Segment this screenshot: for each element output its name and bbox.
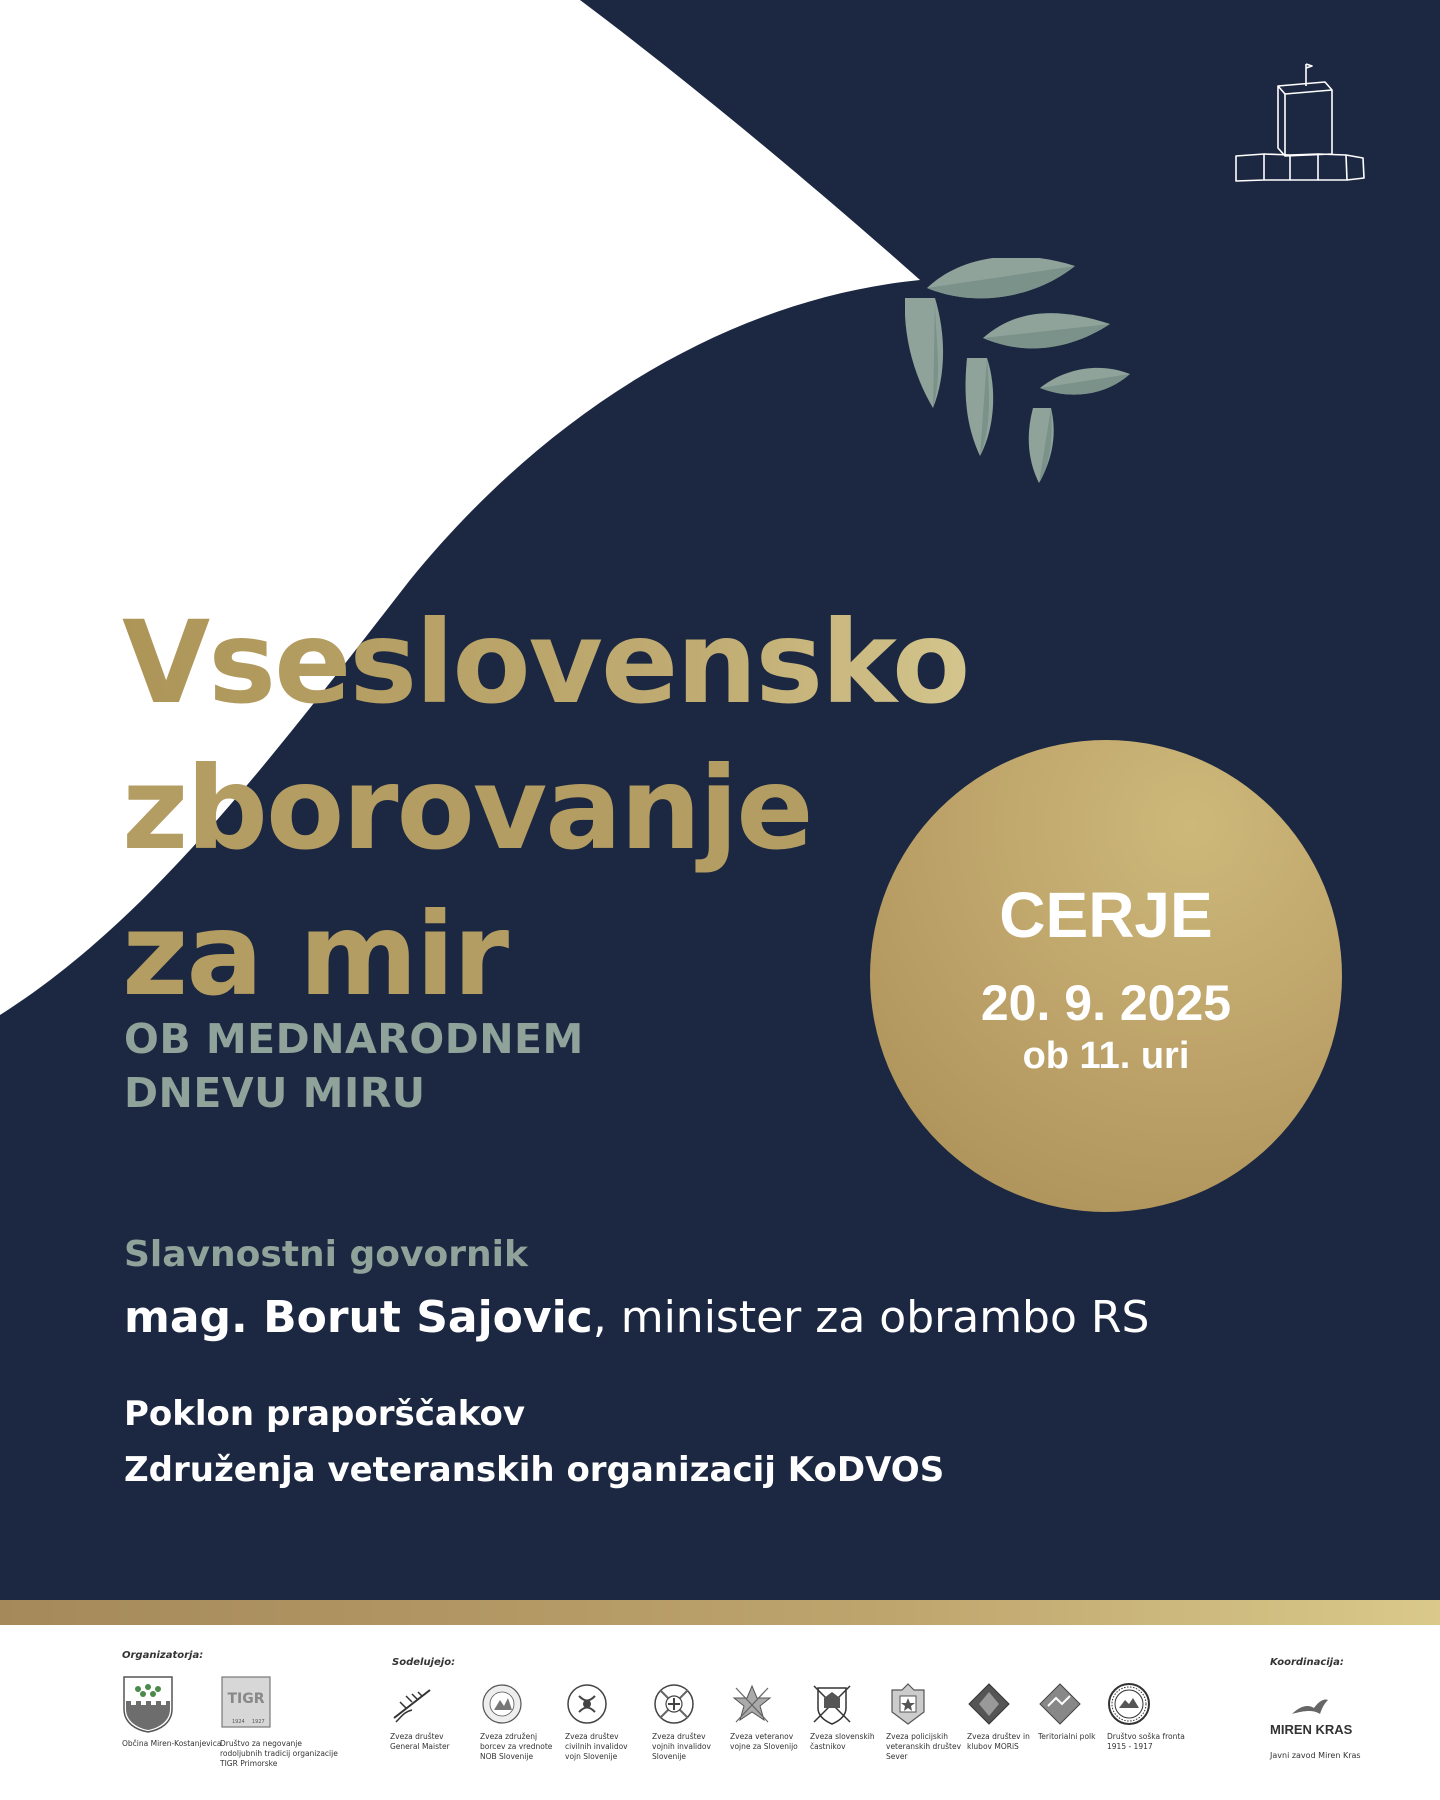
- subtitle-line-2: DNEVU MIRU: [124, 1069, 426, 1117]
- speaker-line: [124, 1290, 1149, 1346]
- tribute-line-2: Združenja veteranskih organizacij KoDVOS: [124, 1450, 945, 1490]
- subtitle-line-1: OB MEDNARODNEM: [124, 1015, 584, 1063]
- participant-item: [390, 1682, 468, 1752]
- municipality-crest-icon: [122, 1675, 174, 1733]
- speaker-label: Slavnostni govornik: [124, 1234, 528, 1275]
- participant-item: [1107, 1682, 1202, 1752]
- speaker-role: , minister za obrambo RS: [592, 1292, 1150, 1343]
- gold-divider-bar: [0, 1600, 1440, 1625]
- general-maister-emblem-icon: [390, 1682, 434, 1726]
- participant-item: [652, 1682, 730, 1762]
- olive-branch-icon: [905, 258, 1135, 488]
- svg-text:TIGR: TIGR: [227, 1691, 265, 1707]
- participant-caption: Zveza društev vojnih invalidov Slovenije: [652, 1732, 711, 1761]
- tribute-text: [124, 1386, 944, 1498]
- participant-caption: Zveza društev in klubov MORiS: [967, 1732, 1030, 1751]
- event-date: 20. 9. 2025: [980, 975, 1232, 1031]
- organizer-caption: Občina Miren-Kostanjevica: [122, 1739, 222, 1748]
- event-place: CERJE: [999, 879, 1213, 951]
- participant-item: [565, 1682, 643, 1762]
- title-line-2: zborovanje: [122, 742, 812, 875]
- coordinator-brand: MIREN KRAS: [1270, 1722, 1353, 1737]
- organizers-label: Organizatorja:: [122, 1650, 204, 1661]
- veterans-war-emblem-icon: [730, 1682, 774, 1726]
- title-line-3: za mir: [122, 888, 508, 1021]
- participant-caption: Zveza združenj borcev za vrednote NOB Slovenije: [480, 1732, 553, 1761]
- participant-caption: Zveza policijskih veteranskih društev Sever: [886, 1732, 962, 1761]
- participant-caption: Zveza slovenskih častnikov: [810, 1732, 875, 1751]
- coordinator-caption: Javni zavod Miren Kras: [1270, 1751, 1361, 1760]
- monument-tower-icon: [1230, 58, 1370, 198]
- event-time: ob 11. uri: [1022, 1035, 1190, 1077]
- tribute-line-1: Poklon praporščakov: [124, 1394, 526, 1434]
- civil-invalids-emblem-icon: [565, 1682, 609, 1726]
- svg-text:1927: 1927: [252, 1719, 265, 1725]
- miren-kras-bird-icon: [1290, 1694, 1330, 1720]
- participant-item: [967, 1682, 1045, 1752]
- nob-emblem-icon: [480, 1682, 524, 1726]
- territorial-regiment-emblem-icon: [1038, 1682, 1082, 1726]
- tigr-emblem-icon: [220, 1675, 272, 1733]
- participant-caption: Društvo soška fronta 1915 - 1917: [1107, 1732, 1185, 1751]
- soca-front-emblem-icon: [1107, 1682, 1151, 1726]
- participant-caption: Teritorialni polk: [1038, 1732, 1096, 1741]
- event-subtitle: [124, 1012, 584, 1120]
- participant-item: [810, 1682, 888, 1752]
- title-line-1: Vseslovensko: [122, 590, 968, 736]
- participant-item: [730, 1682, 808, 1752]
- organizer-caption: Društvo za negovanje rodoljubnih tradicij organizacije TIGR Primorske: [220, 1739, 338, 1768]
- coordinator-item: [1270, 1694, 1390, 1760]
- participants-label: Sodelujejo:: [392, 1657, 456, 1668]
- participant-caption: Zveza veteranov vojne za Slovenijo: [730, 1732, 798, 1751]
- svg-text:1924: 1924: [232, 1719, 245, 1725]
- organizer-item: [220, 1675, 340, 1769]
- participant-caption: Zveza društev General Maister: [390, 1732, 450, 1751]
- participant-item: [886, 1682, 964, 1762]
- event-details-badge: [870, 740, 1342, 1212]
- officers-emblem-icon: [810, 1682, 854, 1726]
- police-veterans-emblem-icon: [886, 1682, 930, 1726]
- participant-caption: Zveza društev civilnih invalidov vojn Slovenije: [565, 1732, 628, 1761]
- coordination-label: Koordinacija:: [1270, 1657, 1344, 1668]
- event-title: [122, 590, 968, 1028]
- speaker-name: mag. Borut Sajovic: [124, 1292, 593, 1343]
- participant-item: [1038, 1682, 1116, 1742]
- participant-item: [480, 1682, 558, 1762]
- moris-emblem-icon: [967, 1682, 1011, 1726]
- military-invalids-emblem-icon: [652, 1682, 696, 1726]
